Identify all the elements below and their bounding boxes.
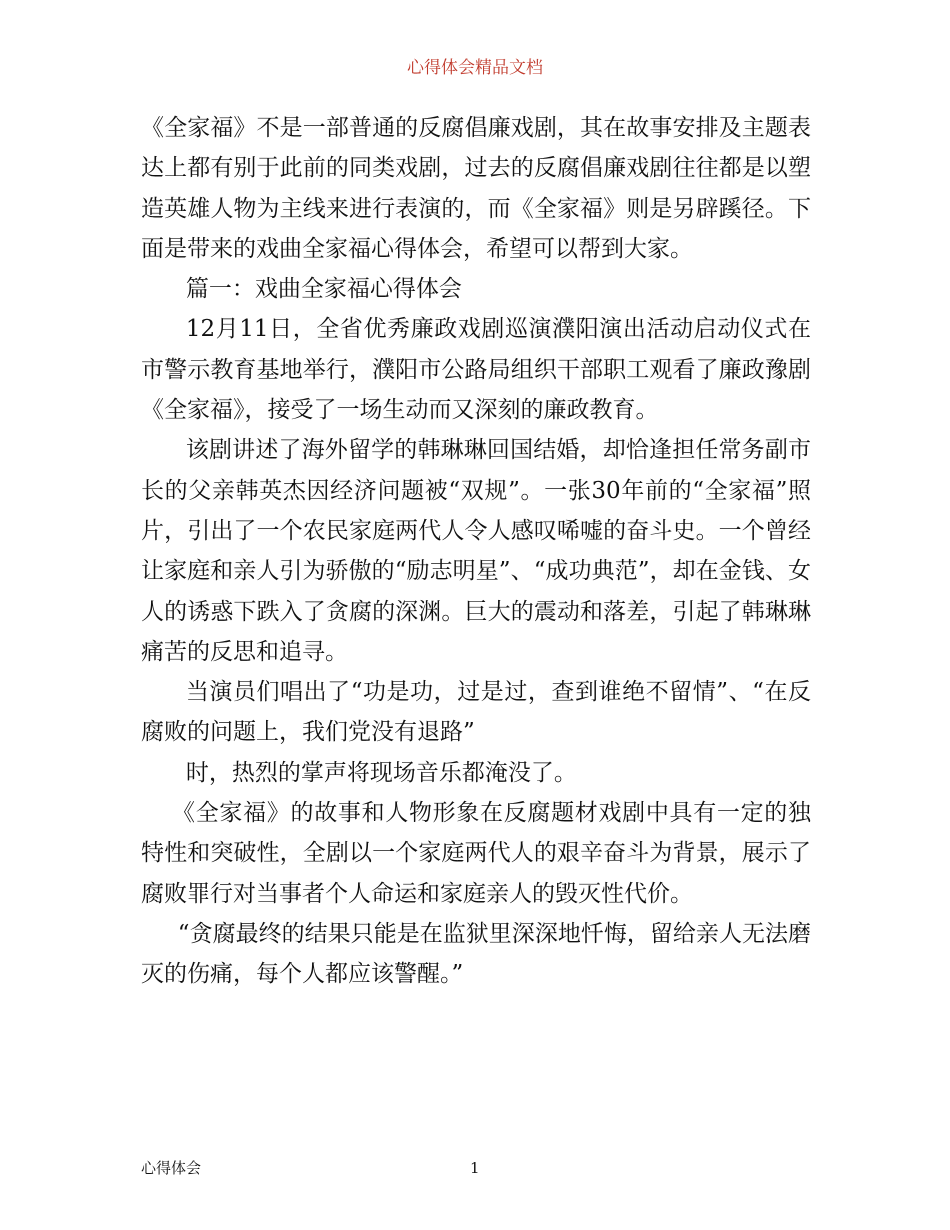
section-heading: 篇一：戏曲全家福心得体会 [185, 276, 462, 303]
footer-label: 心得体会 [141, 1159, 202, 1177]
paragraph-quote: “贪腐最终的结果只能是在监狱里深深地忏悔，留给亲人无法磨灭的伤痛，每个人都应该警醒。” [141, 920, 811, 988]
document-body [141, 108, 811, 995]
page-header-title: 心得体会精品文档 [407, 58, 543, 78]
paragraph-applause-1: 当演员们唱出了“功是功，过是过，查到谁绝不留情”、“在反腐败的问题上，我们党没有退路” [141, 679, 811, 746]
paragraph-event: 12月11日，全省优秀廉政戏剧巡演濮阳演出活动启动仪式在市警示教育基地举行，濮阳市公路局组织干部职工观看了廉政豫剧《全家福》，接受了一场生动而又深刻的廉政教育。 [141, 316, 811, 424]
paragraph-plot: 该剧讲述了海外留学的韩琳琳回国结婚，却恰逢担任常务副市长的父亲韩英杰因经济问题被“双规”。一张30年前的“全家福”照片，引出了一个农民家庭两代人令人感叹唏嘘的奋斗史。一个曾经让家庭和亲人引为骄傲的“励志明星”、“成功典范”，却在金钱、女人的诱惑下跌入了贪腐的深渊。巨大的震动和落差，引起了韩琳琳痛苦的反思和追寻。 [141, 437, 811, 665]
paragraph-applause-2: 时，热烈的掌声将现场音乐都淹没了。 [185, 759, 577, 786]
paragraph-intro: 《全家福》不是一部普通的反腐倡廉戏剧，其在故事安排及主题表达上都有别于此前的同类戏剧，过去的反腐倡廉戏剧往往都是以塑造英雄人物为主线来进行表演的，而《全家福》则是另辟蹊径。下面是带来的戏曲全家福心得体会，希望可以帮到大家。 [141, 115, 811, 262]
paragraph-analysis: 《全家福》的故事和人物形象在反腐题材戏剧中具有一定的独特性和突破性，全剧以一个家庭两代人的艰辛奋斗为背景，展示了腐败罪行对当事者个人命运和家庭亲人的毁灭性代价。 [141, 800, 811, 907]
page-number: 1 [470, 1159, 480, 1177]
